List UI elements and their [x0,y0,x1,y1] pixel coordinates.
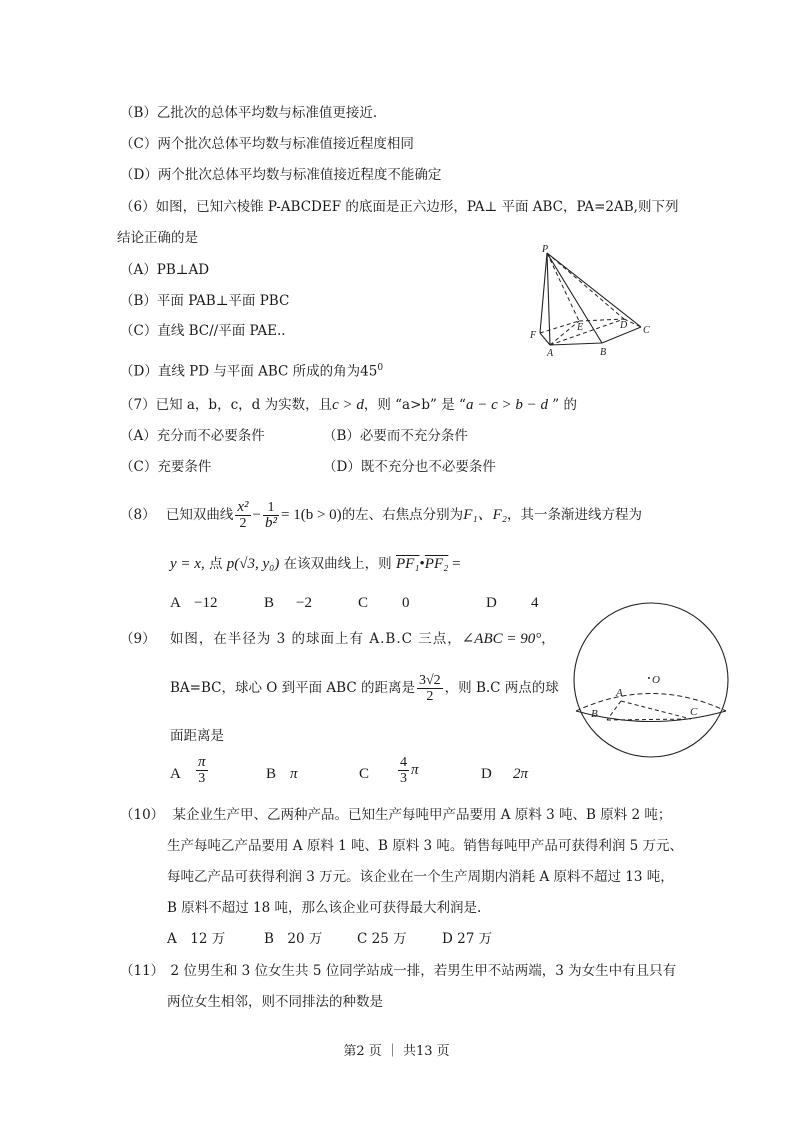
q10-option-c: C 25 万 [357,931,407,947]
q10-number: （10） [120,807,165,823]
q11-stem-line2: 两位女生相邻，则不同排法的种数是 [167,994,383,1010]
edge-pe [547,253,579,321]
q7-option-b: （B）必要而不充分条件 [323,428,468,444]
q6-option-a: （A）PB⊥AD [120,262,210,278]
q8-text1: 已知双曲线 [165,507,234,523]
edge-ab [550,343,602,345]
label-c: C [690,706,698,718]
q10-stem-line4: B 原料不超过 18 吨，那么该企业可获得最大利润是. [167,900,482,916]
q6-option-d [120,359,383,381]
q10-option-a: A 12 万 [167,931,226,947]
label-a: A [547,348,554,359]
q7-suffix: ” 的 [547,397,577,413]
q8-option-a-value: −12 [194,595,218,611]
q10-stem-line3: 每吨乙产品可获得利润 3 万元。该企业在一个生产周期内消耗 A 原料不超过 13 吨， [167,869,674,885]
sphere-figure [565,598,740,763]
label-o: O [652,674,660,686]
segment-ab [607,701,621,720]
q8-fraction-1: $\frac{\text{x²}}{2}$ [237,499,249,531]
q11-number: （11） [120,963,165,979]
q7-expression: a − c > b − d [465,397,548,413]
edge-ad [550,319,624,345]
q6-option-d-sup: 0 [377,363,384,373]
q9-number: （9） [120,631,156,647]
q8-option-c-value: 0 [402,595,410,611]
label-b: B [591,708,598,720]
q8-option-d-value: 4 [531,595,539,611]
q9-distance-fraction: $\frac{3√2}{2}$ [418,673,441,704]
q8-stem-line2: y = x, 点 p(√3, y₀) 在该双曲线上，则 PF₁•PF₂ = [170,556,461,572]
q5-option-c: （C）两个批次总体平均数与标准值接近程度相同 [120,136,414,152]
q9-stem-line3: 面距离是 [170,728,224,744]
edge-pf [540,253,547,333]
q10-stem-line2: 生产每吨乙产品要用 A 原料 1 吨、B 原料 3 吨。销售每吨甲产品可获得利润 5 万元、 [167,838,684,854]
hexagonal-pyramid-figure [512,242,660,360]
label-e: E [577,322,584,333]
q7-option-d: （D）既不充分也不必要条件 [323,459,496,475]
q5-option-b: （B）乙批次的总体平均数与标准值更接近. [120,105,378,121]
q7-mid: ，则 “a>b” 是 “ [363,397,466,413]
label-p: P [542,244,549,255]
q8-point: p(√3, y₀) [226,556,280,572]
label-a: A [616,687,623,699]
edge-fe [540,321,579,333]
q7-option-c: （C）充要条件 [120,459,212,475]
q8-equation: = 1(b > 0) [281,507,342,523]
q8-number: （8） [120,507,156,523]
q10-stem-line1: （10） 某企业生产甲、乙两种产品。已知生产每吨甲产品要用 A 原料 3 吨、B 原料 2 吨； [120,807,672,823]
edge-pc [547,253,641,327]
q6-option-c: （C）直线 BC//平面 PAE.. [120,323,286,339]
q8-foci: F₁、F₂ [463,507,507,523]
q6-option-d-text: （D）直线 PD 与平面 ABC 所成的角为45 [120,363,378,380]
sphere-outline [574,603,728,757]
q8-vector-pf2: PF₂ [424,556,449,572]
edge-fa [540,333,550,345]
q8-fraction-2: $\frac{1}{\text{b²}}$ [265,500,278,531]
q7-stem [120,396,577,414]
page-footer: 第2 页 ｜ 共13 页 [343,1044,450,1059]
edge-pd [547,253,624,319]
q6-stem-line1: （6）如图，已知六棱锥 P-ABCDEF 的底面是正六边形，PA⊥ 平面 ABC，PA=2AB,则下列 [120,199,679,215]
center-point [648,677,650,679]
q10-option-b: B 20 万 [264,931,323,947]
label-d: D [620,320,628,331]
edge-pb [547,253,602,343]
q5-option-d: （D）两个批次总体平均数与标准值接近程度不能确定 [120,167,442,183]
edge-ae [550,321,579,345]
q9-angle: ∠ABC = 90° [461,631,542,647]
q7-condition: c > d [332,397,364,413]
edge-ed [579,319,624,321]
q8-stem-line1: （8） 已知双曲线 $\frac{\text{x²}}{2}$ − $\frac{1}{\text{b²}}$ = 1(b > 0)的左、右焦点分别为F₁、F₂，其一条渐进线方程为 [120,499,642,531]
q9-stem-line2: BA=BC，球心 O 到平面 ABC 的距离是 $\frac{3√2}{2}$ ，则 B.C 两点的球 [170,673,559,704]
segment-ac [621,701,691,719]
label-f: F [530,330,537,341]
q9-option-a-value: $\frac{\pi}{3}$ [198,754,206,786]
label-c: C [643,325,650,336]
q6-option-b: （B）平面 PAB⊥平面 PBC [120,293,290,309]
q11-stem-line1: （11） 2 位男生和 3 位女生共 5 位同学站成一排，若男生甲不站两端，3 为女生中有且只有 [120,963,677,979]
q9-option-c-value: $\frac{4}{3}$ π [400,755,419,786]
q6-stem-line2: 结论正确的是 [117,230,198,246]
q8-option-b-value: −2 [296,595,312,611]
label-b: B [600,347,607,358]
q8-vector-pf1: PF₁ [395,556,420,572]
q7-option-a: （A）充分而不必要条件 [120,428,265,444]
q9-option-b-value: π [290,766,298,782]
q7-prefix: （7）已知 a，b，c，d 为实数，且 [120,397,333,413]
q10-option-d: D 27 万 [442,931,493,947]
q9-option-d-value: 2π [513,766,529,782]
q9-stem-line1: （9） 如图，在半径为 3 的球面上有 A.B.C 三点，∠ABC = 90°， [120,631,555,647]
